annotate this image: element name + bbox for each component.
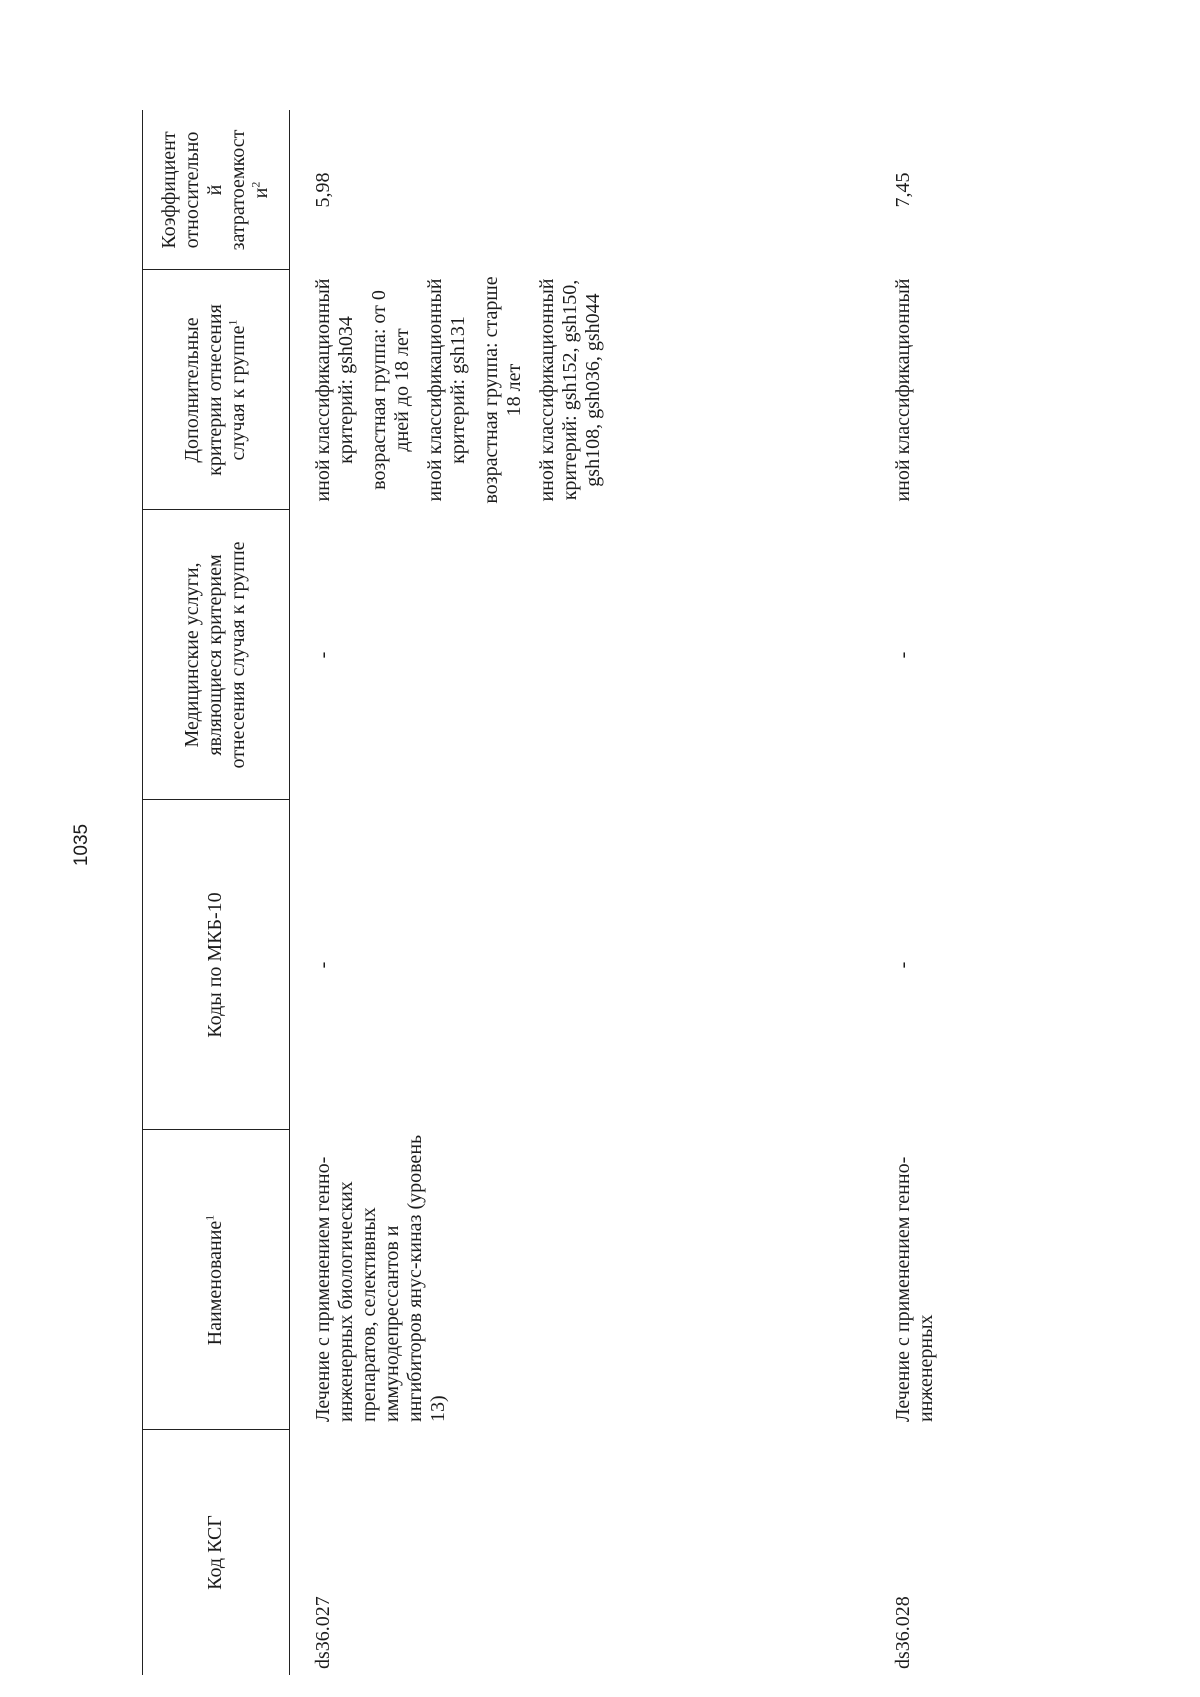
header-criteria-label: Дополнительные критерии отнесения случая к группе bbox=[181, 304, 249, 476]
additional-criteria bbox=[312, 270, 615, 510]
footnote-mark: 2 bbox=[248, 181, 263, 188]
ksg-code: ds36.027 bbox=[312, 1596, 334, 1669]
medical-services: - bbox=[892, 651, 914, 659]
ksg-name: Лечение с применением генно-инженерных bbox=[892, 1156, 937, 1422]
criteria-item: возрастная группа: старше 18 лет bbox=[480, 276, 525, 504]
ksg-code: ds36.028 bbox=[892, 1596, 914, 1669]
header-coef-line: и bbox=[250, 187, 272, 199]
header-name bbox=[142, 1130, 289, 1430]
header-criteria bbox=[142, 270, 289, 510]
ksg-table bbox=[142, 110, 1200, 1675]
criteria-item: иной классификационный bbox=[892, 278, 914, 502]
header-coef-line: относительно bbox=[181, 131, 203, 249]
header-code bbox=[142, 1430, 289, 1675]
header-coef-line: й bbox=[204, 184, 226, 196]
header-coef bbox=[142, 110, 289, 270]
header-code-label: Код КСГ bbox=[204, 1515, 226, 1590]
header-name-label: Наименование bbox=[204, 1220, 226, 1346]
criteria-item: возрастная группа: от 0 дней до 18 лет bbox=[368, 290, 413, 490]
header-coef-line: затратоемкост bbox=[227, 129, 249, 251]
ksg-name: Лечение с применением генно-инженерных биологических препаратов, селективных иммунодепрессантов и ингибиторов янус-киназ (уровень 13) bbox=[312, 1134, 449, 1422]
criteria-item: иной классификационный критерий: gsh152, gsh150, gsh108, gsh036, gsh044 bbox=[536, 278, 604, 502]
criteria-item: иной классификационный критерий: gsh034 bbox=[312, 278, 357, 502]
header-med-label: Медицинские услуги, являющиеся критерием отнесения случая к группе bbox=[181, 541, 249, 769]
footnote-mark: 1 bbox=[225, 319, 240, 326]
criteria-item: иной классификационный критерий: gsh131 bbox=[424, 278, 469, 502]
additional-criteria bbox=[892, 270, 925, 510]
footnote-mark: 1 bbox=[202, 1214, 217, 1221]
table-header-rule bbox=[289, 110, 290, 1675]
header-mkb bbox=[142, 800, 289, 1130]
header-med bbox=[142, 510, 289, 800]
cost-coefficient: 5,98 bbox=[312, 172, 334, 208]
medical-services: - bbox=[312, 651, 334, 659]
header-coef-line: Коэффициент bbox=[158, 131, 180, 249]
mkb-codes: - bbox=[312, 961, 334, 969]
header-mkb-label: Коды по МКБ-10 bbox=[204, 892, 226, 1038]
page-number: 1035 bbox=[71, 823, 92, 867]
mkb-codes: - bbox=[892, 961, 914, 969]
cost-coefficient: 7,45 bbox=[892, 172, 914, 208]
